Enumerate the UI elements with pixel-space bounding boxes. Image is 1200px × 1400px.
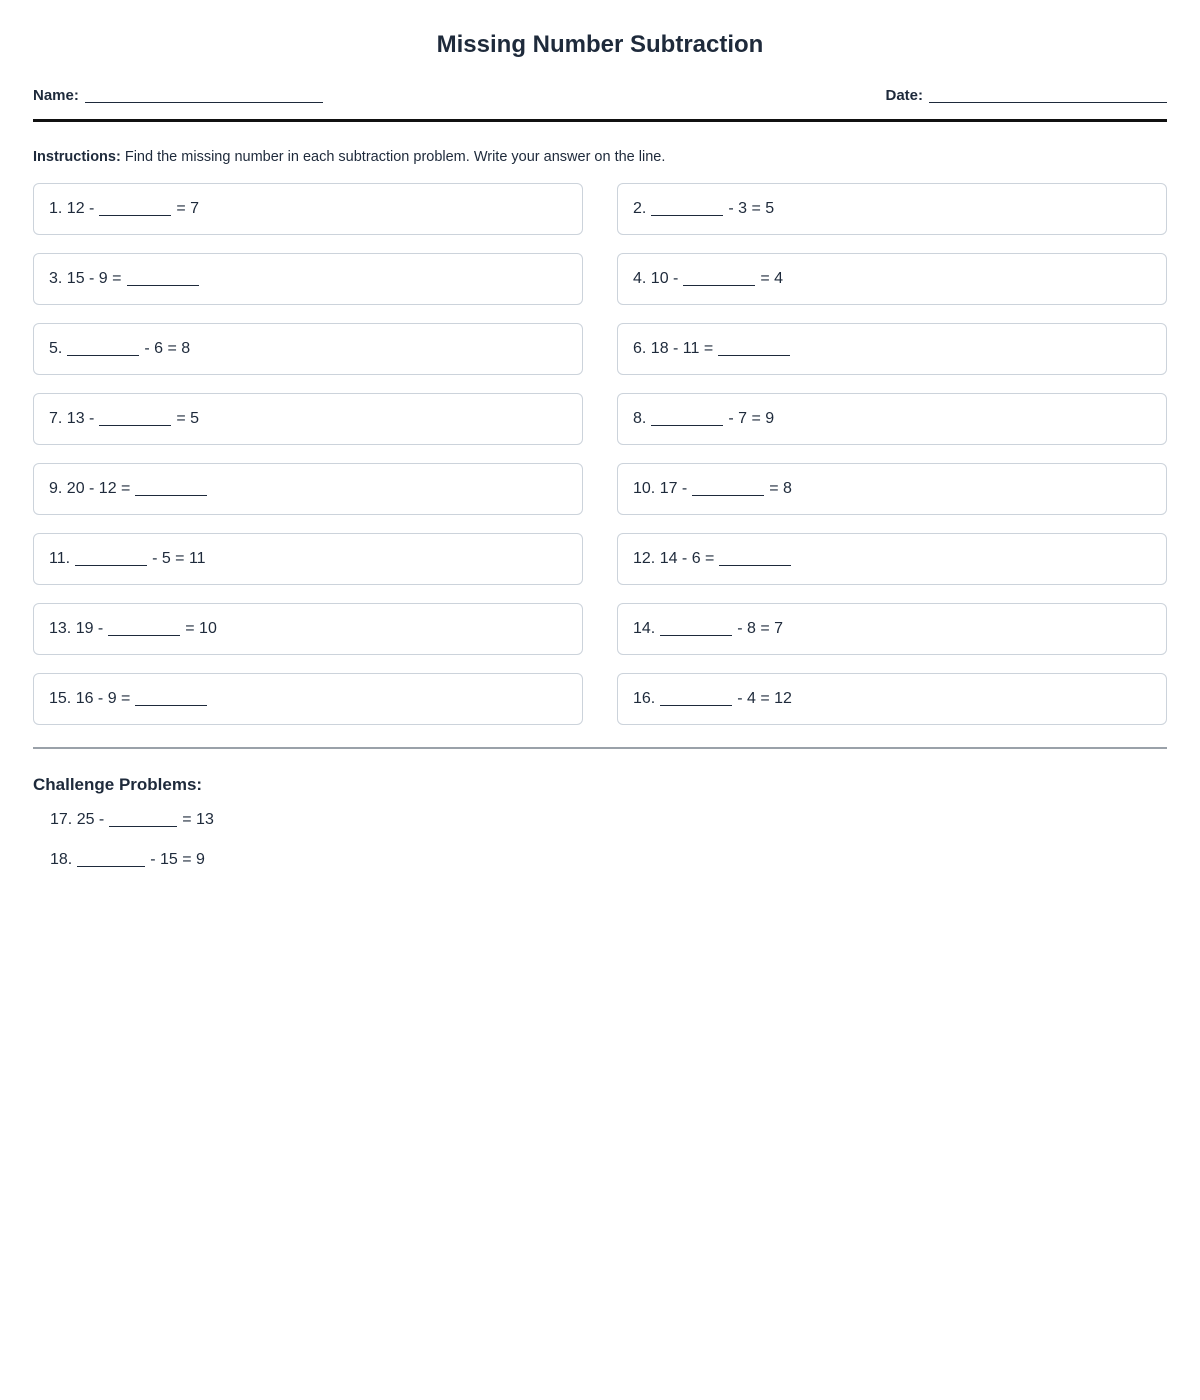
problem-box-6 (617, 323, 1167, 375)
problem-box-10 (617, 463, 1167, 515)
problem-prefix: 4. 10 - (633, 270, 679, 288)
header-rule (33, 119, 1167, 122)
problem-prefix: 12. 14 - 6 = (633, 550, 715, 568)
problem-prefix: 11. (49, 550, 71, 568)
name-field (33, 87, 323, 104)
section-divider (33, 747, 1167, 749)
problem-prefix: 3. 15 - 9 = (49, 270, 122, 288)
problem-box-16 (617, 673, 1167, 725)
problem-box-13 (33, 603, 583, 655)
problem-suffix: - 7 = 9 (728, 410, 775, 428)
problem-prefix: 8. (633, 410, 647, 428)
problem-prefix: 5. (49, 340, 63, 358)
name-write-line (85, 88, 323, 103)
answer-blank (135, 690, 207, 706)
challenge-heading: Challenge Problems: (33, 775, 203, 795)
answer-blank (75, 550, 147, 566)
problem-prefix: 1. 12 - (49, 200, 95, 218)
answer-blank (719, 550, 791, 566)
challenge-problem-18 (50, 851, 1167, 869)
problem-box-14 (617, 603, 1167, 655)
name-label: Name: (33, 86, 79, 104)
problem-text-1 (49, 200, 199, 218)
problem-suffix: = 8 (769, 480, 792, 498)
problem-prefix: 17. 25 - (50, 811, 105, 829)
problem-prefix: 2. (633, 200, 647, 218)
problem-text-8 (633, 410, 774, 428)
date-label: Date: (885, 86, 923, 104)
answer-blank (651, 410, 723, 426)
problem-text-16 (633, 690, 792, 708)
problem-prefix: 9. 20 - 12 = (49, 480, 131, 498)
problem-suffix: - 5 = 11 (152, 550, 206, 568)
problem-suffix: = 5 (176, 410, 200, 428)
page-title: Missing Number Subtraction (436, 31, 764, 58)
problem-prefix: 15. 16 - 9 = (49, 690, 131, 708)
problem-text-2 (633, 200, 774, 218)
problem-box-5 (33, 323, 583, 375)
problem-text-14 (633, 620, 783, 638)
problem-suffix: = 7 (176, 200, 200, 218)
problem-prefix: 16. (633, 690, 656, 708)
problem-box-8 (617, 393, 1167, 445)
problem-box-2 (617, 183, 1167, 235)
problem-text-3 (49, 270, 204, 288)
problem-suffix: - 4 = 12 (737, 690, 792, 708)
answer-blank (135, 480, 207, 496)
problem-suffix: = 10 (185, 620, 217, 638)
date-write-line (929, 88, 1167, 103)
problem-box-12 (617, 533, 1167, 585)
problem-prefix: 13. 19 - (49, 620, 104, 638)
problem-text-4 (633, 270, 783, 288)
answer-blank (108, 620, 180, 636)
problem-text-15 (49, 690, 212, 708)
answer-blank (99, 410, 171, 426)
problem-text-9 (49, 480, 212, 498)
problem-text-11 (49, 550, 206, 568)
problem-box-1 (33, 183, 583, 235)
problem-prefix: 6. 18 - 11 = (633, 340, 714, 358)
problem-suffix: - 3 = 5 (728, 200, 775, 218)
problem-box-9 (33, 463, 583, 515)
answer-blank (77, 851, 145, 867)
problem-prefix: 14. (633, 620, 656, 638)
instructions-label: Instructions: (33, 148, 121, 165)
problem-suffix: - 15 = 9 (150, 851, 205, 869)
problem-text-6 (633, 340, 795, 358)
answer-blank (718, 340, 790, 356)
instructions (33, 149, 1167, 166)
answer-blank (67, 340, 139, 356)
problem-box-4 (617, 253, 1167, 305)
answer-blank (651, 200, 723, 216)
problem-box-7 (33, 393, 583, 445)
problem-text-10 (633, 480, 792, 498)
problems-grid (33, 183, 1167, 725)
problem-text-12 (633, 550, 796, 568)
problem-prefix: 7. 13 - (49, 410, 95, 428)
problem-suffix: = 13 (182, 811, 214, 829)
problem-text-13 (49, 620, 217, 638)
problem-prefix: 10. 17 - (633, 480, 688, 498)
problem-box-15 (33, 673, 583, 725)
answer-blank (660, 620, 732, 636)
instructions-text: Find the missing number in each subtraction problem. Write your answer on the line. (124, 148, 666, 165)
challenge-list (33, 811, 1167, 869)
problem-text-5 (49, 340, 190, 358)
answer-blank (683, 270, 755, 286)
problem-suffix: - 6 = 8 (144, 340, 191, 358)
answer-blank (99, 200, 171, 216)
challenge-problem-17 (50, 811, 1167, 829)
answer-blank (660, 690, 732, 706)
problem-suffix: = 4 (760, 270, 784, 288)
problem-suffix: - 8 = 7 (737, 620, 784, 638)
answer-blank (692, 480, 764, 496)
answer-blank (109, 811, 177, 827)
name-date-row (33, 87, 1167, 104)
date-field (885, 87, 1167, 104)
problem-text-7 (49, 410, 199, 428)
problem-prefix: 18. (50, 851, 73, 869)
answer-blank (127, 270, 199, 286)
worksheet-page (33, 0, 1167, 869)
problem-box-11 (33, 533, 583, 585)
problem-box-3 (33, 253, 583, 305)
